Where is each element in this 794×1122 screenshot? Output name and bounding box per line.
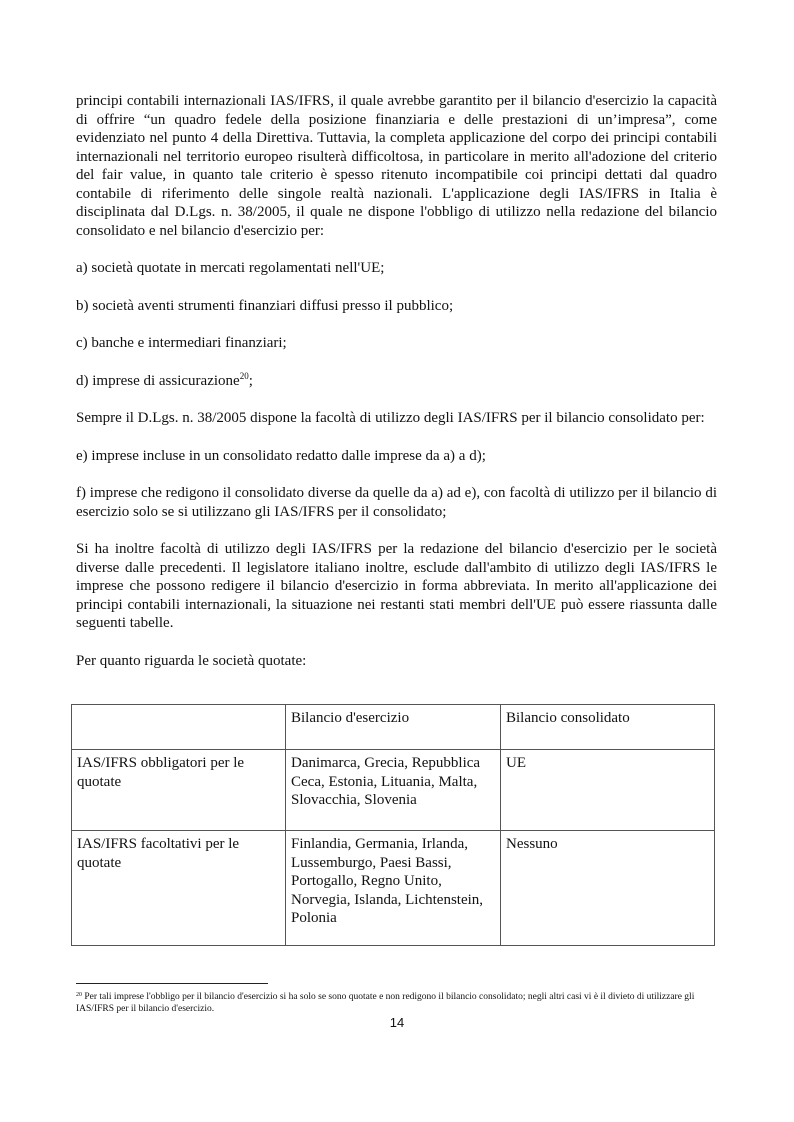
footnote-text: Per tali imprese l'obbligo per il bilancio d'esercizio si ha solo se sono quotate e non redigono il bilancio consolidato; negli altri casi vi è il divieto di utilizzare gli IAS/IFRS per il bilancio d'esercizio. (76, 992, 695, 1014)
footnote-reference[interactable]: 20 (239, 370, 249, 381)
table-cell: IAS/IFRS facoltativi per le quotate (72, 831, 286, 946)
table-row (72, 750, 715, 831)
optional-use-paragraph: Sempre il D.Lgs. n. 38/2005 dispone la facoltà di utilizzo degli IAS/IFRS per il bilancio consolidato per: (76, 410, 705, 426)
table-cell: Danimarca, Grecia, Repubblica Ceca, Estonia, Lituania, Malta, Slovacchia, Slovenia (286, 750, 501, 831)
table-header-cell: Bilancio consolidato (501, 705, 715, 750)
list-item-e: e) imprese incluse in un consolidato redatto dalle imprese da a) a d); (76, 447, 486, 464)
footnote-number: 20 (76, 992, 82, 998)
footnote (76, 991, 717, 1015)
table-intro: Per quanto riguarda le società quotate: (76, 652, 307, 669)
table-header-row (72, 705, 715, 750)
list-item-a: a) società quotate in mercati regolamentati nell'UE; (76, 260, 385, 276)
table-row (72, 831, 715, 946)
list-item-d-end: ; (248, 372, 253, 389)
ifrs-table (71, 704, 715, 946)
page-number: 14 (389, 1015, 405, 1030)
footnote-divider (76, 983, 268, 984)
list-item-d (76, 372, 717, 391)
table-cell: IAS/IFRS obbligatori per le quotate (72, 750, 286, 831)
page-body (76, 92, 717, 670)
table-cell: Nessuno (501, 831, 715, 946)
table-header-cell: Bilancio d'esercizio (286, 705, 501, 750)
table-header-cell (72, 705, 286, 750)
table-cell: UE (501, 750, 715, 831)
list-item-c: c) banche e intermediari finanziari; (76, 335, 287, 351)
list-item-b: b) società aventi strumenti finanziari diffusi presso il pubblico; (76, 297, 454, 314)
closing-paragraph: Si ha inoltre facoltà di utilizzo degli IAS/IFRS per la redazione del bilancio d'esercizio per le società diverse dalle precedenti. Il legislatore italiano inoltre, esclude dall'ambito di utilizzo degli IAS/IFRS le imprese che possono redigere il bilancio d'esercizio in forma abbreviata. In merito all'applicazione dei principi contabili internazionali, la situazione nei restanti stati membri dell'UE può essere riassunta dalle seguenti tabelle. (76, 541, 717, 631)
list-item-d-text: d) imprese di assicurazione (76, 372, 240, 389)
intro-paragraph: principi contabili internazionali IAS/IFRS, il quale avrebbe garantito per il bilancio d'esercizio la capacità di offrire “un quadro fedele della posizione finanziaria e delle prestazioni di un’impresa”, come evidenziato nel punto 4 della Direttiva. Tuttavia, la completa applicazione del corpo dei principi contabili internazionali nel territorio europeo risulterà difficoltosa, in particolare in merito all'adozione del criterio del fair value, in quanto tale criterio è spesso ritenuto incompatibile coi principi dettati dal quadro contabile di riferimento delle singole realtà nazionali. L'applicazione degli IAS/IFRS in Italia è disciplinata dal D.Lgs. n. 38/2005, il quale ne dispone l'obbligo di utilizzo nella redazione del bilancio consolidato e nel bilancio d'esercizio per: (76, 93, 717, 239)
table-cell: Finlandia, Germania, Irlanda, Lussemburgo, Paesi Bassi, Portogallo, Regno Unito, Norvegia, Islanda, Lichtenstein, Polonia (286, 831, 501, 946)
list-item-f: f) imprese che redigono il consolidato diverse da quelle da a) ad e), con facoltà di utilizzo per il bilancio di esercizio solo se si utilizzano gli IAS/IFRS per il consolidato; (76, 485, 717, 520)
